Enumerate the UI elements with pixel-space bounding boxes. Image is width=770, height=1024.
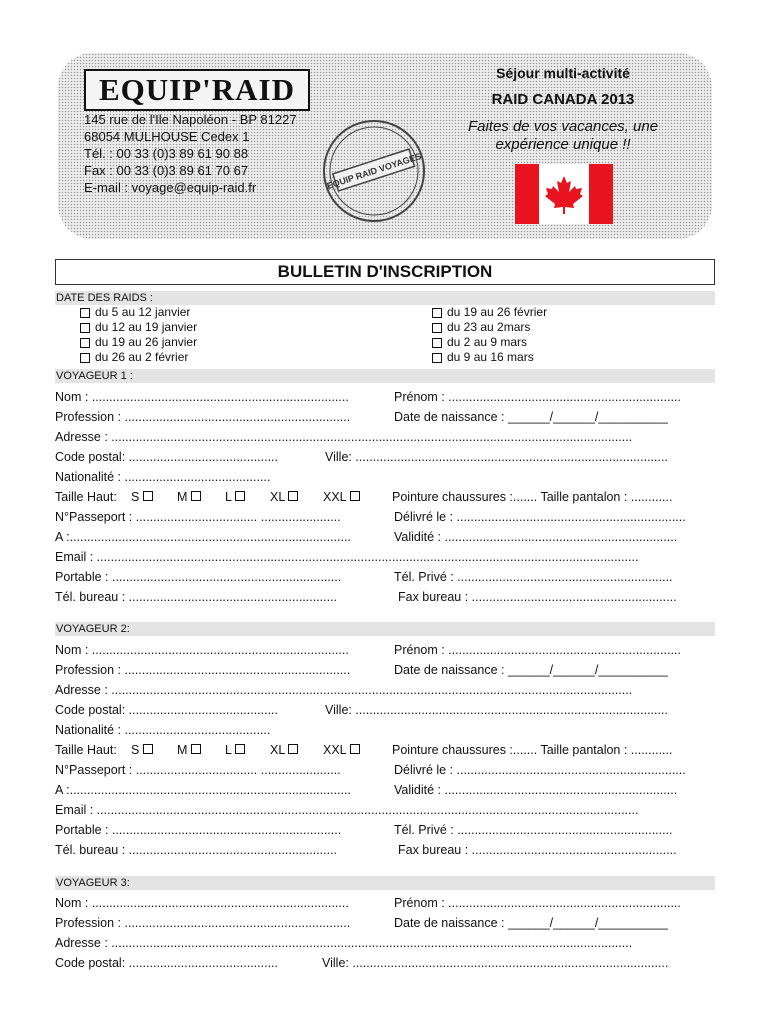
checkbox[interactable] bbox=[235, 744, 245, 754]
date-label: du 23 au 2mars bbox=[447, 320, 531, 334]
voyageur-3-header: VOYAGEUR 3: bbox=[55, 876, 715, 890]
phone-line: Tél. : 00 33 (0)3 89 61 90 88 bbox=[84, 146, 249, 161]
checkbox[interactable] bbox=[350, 744, 360, 754]
date-option[interactable] bbox=[80, 305, 197, 320]
size-label: L bbox=[225, 490, 232, 504]
date-label: du 19 au 26 janvier bbox=[95, 335, 198, 349]
tel-bureau-field[interactable]: Tél. bureau : ............................................................ bbox=[55, 843, 338, 857]
trip-type: Séjour multi-activité bbox=[496, 65, 630, 81]
ville-field[interactable]: Ville: ........................................................................................... bbox=[322, 956, 669, 970]
fax-bureau-field[interactable]: Fax bureau : ........................................................... bbox=[398, 843, 677, 857]
fax-bureau-field[interactable]: Fax bureau : ........................................................... bbox=[398, 590, 677, 604]
city-row bbox=[55, 449, 715, 465]
address-line: 145 rue de l'Ile Napoléon - BP 81227 bbox=[84, 112, 297, 127]
passeport-field[interactable]: N°Passeport : ................................... ....................... bbox=[55, 510, 341, 524]
profession-field[interactable]: Profession : ................................................................. bbox=[55, 663, 351, 677]
trip-info bbox=[458, 65, 668, 154]
sizes-row bbox=[55, 742, 715, 758]
date-label: du 2 au 9 mars bbox=[447, 335, 528, 349]
birthdate-field[interactable]: Date de naissance : ______/______/__________ bbox=[394, 663, 668, 677]
email-row bbox=[55, 802, 715, 818]
checkbox[interactable] bbox=[288, 744, 298, 754]
name-row bbox=[55, 642, 715, 658]
ville-field[interactable]: Ville: .......................................................................................... bbox=[325, 450, 668, 464]
email-row bbox=[55, 549, 715, 565]
fax-line: Fax : 00 33 (0)3 89 61 70 67 bbox=[84, 163, 249, 178]
checkbox[interactable] bbox=[288, 491, 298, 501]
lieu-field[interactable]: A :................................................................................. bbox=[55, 783, 351, 797]
profession-row bbox=[55, 409, 715, 425]
size-s-option[interactable] bbox=[131, 489, 158, 505]
adresse-row bbox=[55, 935, 715, 951]
stamp-text: EQUIP RAID VOYAGES bbox=[325, 151, 423, 191]
checkbox[interactable] bbox=[143, 491, 153, 501]
size-m-option[interactable] bbox=[177, 489, 206, 505]
size-xl-option[interactable] bbox=[270, 742, 303, 758]
date-option[interactable] bbox=[432, 305, 547, 320]
checkbox[interactable] bbox=[80, 338, 90, 348]
pointure-field[interactable]: Pointure chaussures :....... Taille pantalon : ............ bbox=[392, 490, 673, 504]
header-banner bbox=[58, 53, 712, 239]
bureau-row bbox=[55, 589, 715, 605]
tel-prive-field[interactable]: Tél. Privé : .............................................................. bbox=[394, 570, 673, 584]
email-field[interactable]: Email : ............................................................................................................................................................ bbox=[55, 803, 639, 817]
code-postal-field[interactable]: Code postal: ........................................... bbox=[55, 450, 278, 464]
agency-address bbox=[84, 111, 297, 196]
size-m-option[interactable] bbox=[177, 742, 206, 758]
date-label: du 19 au 26 février bbox=[447, 305, 548, 319]
checkbox[interactable] bbox=[191, 744, 201, 754]
delivre-field[interactable]: Délivré le : .................................................................. bbox=[394, 510, 686, 524]
checkbox[interactable] bbox=[80, 353, 90, 363]
date-option[interactable] bbox=[80, 335, 197, 350]
date-option[interactable] bbox=[80, 350, 197, 365]
size-label: M bbox=[177, 743, 188, 757]
checkbox[interactable] bbox=[432, 353, 442, 363]
nom-field[interactable]: Nom : .......................................................................... bbox=[55, 896, 349, 910]
checkbox[interactable] bbox=[350, 491, 360, 501]
delivre-field[interactable]: Délivré le : .................................................................. bbox=[394, 763, 686, 777]
taille-haut-label: Taille Haut: bbox=[55, 490, 117, 504]
nationalite-row bbox=[55, 722, 715, 738]
checkbox[interactable] bbox=[235, 491, 245, 501]
nom-field[interactable]: Nom : .......................................................................... bbox=[55, 390, 349, 404]
adresse-field[interactable]: Adresse : ...................................................................................................................................................... bbox=[55, 936, 633, 950]
date-label: du 12 au 19 janvier bbox=[95, 320, 198, 334]
canada-flag-icon bbox=[515, 164, 613, 224]
checkbox[interactable] bbox=[432, 308, 442, 318]
portable-field[interactable]: Portable : .................................................................. bbox=[55, 570, 342, 584]
prenom-field[interactable]: Prénom : ................................................................... bbox=[394, 643, 681, 657]
agency-stamp-icon bbox=[318, 115, 430, 227]
passeport-row bbox=[55, 762, 715, 778]
size-s-option[interactable] bbox=[131, 742, 158, 758]
size-label: XL bbox=[270, 743, 285, 757]
date-label: du 9 au 16 mars bbox=[447, 350, 534, 364]
adresse-row bbox=[55, 429, 715, 445]
sizes-row bbox=[55, 489, 715, 505]
size-xxl-option[interactable] bbox=[323, 489, 365, 505]
adresse-field[interactable]: Adresse : ...................................................................................................................................................... bbox=[55, 430, 633, 444]
tel-prive-field[interactable]: Tél. Privé : .............................................................. bbox=[394, 823, 673, 837]
city-row bbox=[55, 955, 715, 971]
checkbox[interactable] bbox=[432, 323, 442, 333]
slogan: Faites de vos vacances, une expérience unique !! bbox=[467, 118, 659, 153]
lieu-row bbox=[55, 529, 715, 545]
email-line: E-mail : voyage@equip-raid.fr bbox=[84, 180, 257, 195]
checkbox[interactable] bbox=[432, 338, 442, 348]
code-postal-field[interactable]: Code postal: ........................................... bbox=[55, 703, 278, 717]
size-label: S bbox=[131, 490, 140, 504]
size-label: L bbox=[225, 743, 232, 757]
passeport-row bbox=[55, 509, 715, 525]
ville-field[interactable]: Ville: .......................................................................................... bbox=[325, 703, 668, 717]
validite-field[interactable]: Validité : ................................................................... bbox=[394, 783, 678, 797]
nationalite-field[interactable]: Nationalité : .......................................... bbox=[55, 723, 271, 737]
birthdate-field[interactable]: Date de naissance : ______/______/__________ bbox=[394, 410, 668, 424]
name-row bbox=[55, 389, 715, 405]
lieu-row bbox=[55, 782, 715, 798]
checkbox[interactable] bbox=[143, 744, 153, 754]
dates-left-column bbox=[80, 305, 197, 365]
size-label: XL bbox=[270, 490, 285, 504]
checkbox[interactable] bbox=[80, 308, 90, 318]
size-label: S bbox=[131, 743, 140, 757]
validite-field[interactable]: Validité : ................................................................... bbox=[394, 530, 678, 544]
profession-field[interactable]: Profession : ................................................................. bbox=[55, 410, 351, 424]
form-title: BULLETIN D'INSCRIPTION bbox=[55, 259, 715, 285]
size-l-option[interactable] bbox=[225, 489, 250, 505]
tel-bureau-field[interactable]: Tél. bureau : ............................................................ bbox=[55, 590, 338, 604]
taille-haut-label: Taille Haut: bbox=[55, 743, 117, 757]
city-row bbox=[55, 702, 715, 718]
prenom-field[interactable]: Prénom : ................................................................... bbox=[394, 896, 681, 910]
date-option[interactable] bbox=[80, 320, 197, 335]
size-xl-option[interactable] bbox=[270, 489, 303, 505]
dates-section-header: DATE DES RAIDS : bbox=[55, 291, 715, 305]
voyageur-2-header: VOYAGEUR 2: bbox=[55, 622, 715, 636]
size-label: XXL bbox=[323, 490, 347, 504]
size-label: XXL bbox=[323, 743, 347, 757]
date-option[interactable] bbox=[432, 350, 547, 365]
nationalite-field[interactable]: Nationalité : .......................................... bbox=[55, 470, 271, 484]
voyageur-1-header: VOYAGEUR 1 : bbox=[55, 369, 715, 383]
date-option[interactable] bbox=[432, 335, 547, 350]
phone-row bbox=[55, 822, 715, 838]
profession-row bbox=[55, 915, 715, 931]
nationalite-row bbox=[55, 469, 715, 485]
dates-right-column bbox=[432, 305, 547, 365]
code-postal-field[interactable]: Code postal: ........................................... bbox=[55, 956, 278, 970]
adresse-field[interactable]: Adresse : ...................................................................................................................................................... bbox=[55, 683, 633, 697]
bureau-row bbox=[55, 842, 715, 858]
date-label: du 5 au 12 janvier bbox=[95, 305, 191, 319]
phone-row bbox=[55, 569, 715, 585]
size-label: M bbox=[177, 490, 188, 504]
name-row bbox=[55, 895, 715, 911]
prenom-field[interactable]: Prénom : ................................................................... bbox=[394, 390, 681, 404]
profession-row bbox=[55, 662, 715, 678]
address-line: 68054 MULHOUSE Cedex 1 bbox=[84, 129, 250, 144]
adresse-row bbox=[55, 682, 715, 698]
checkbox[interactable] bbox=[191, 491, 201, 501]
date-label: du 26 au 2 février bbox=[95, 350, 189, 364]
checkbox[interactable] bbox=[80, 323, 90, 333]
lieu-field[interactable]: A :................................................................................. bbox=[55, 530, 351, 544]
passeport-field[interactable]: N°Passeport : ................................... ....................... bbox=[55, 763, 341, 777]
size-l-option[interactable] bbox=[225, 742, 250, 758]
email-field[interactable]: Email : ............................................................................................................................................................ bbox=[55, 550, 639, 564]
logo-text: EQUIP'RAID bbox=[98, 72, 295, 107]
pointure-field[interactable]: Pointure chaussures :....... Taille pantalon : ............ bbox=[392, 743, 673, 757]
trip-name: RAID CANADA 2013 bbox=[491, 91, 635, 108]
equip-raid-logo bbox=[84, 69, 310, 111]
birthdate-field[interactable]: Date de naissance : ______/______/__________ bbox=[394, 916, 668, 930]
portable-field[interactable]: Portable : .................................................................. bbox=[55, 823, 342, 837]
size-xxl-option[interactable] bbox=[323, 742, 365, 758]
profession-field[interactable]: Profession : ................................................................. bbox=[55, 916, 351, 930]
date-option[interactable] bbox=[432, 320, 547, 335]
nom-field[interactable]: Nom : .......................................................................... bbox=[55, 643, 349, 657]
